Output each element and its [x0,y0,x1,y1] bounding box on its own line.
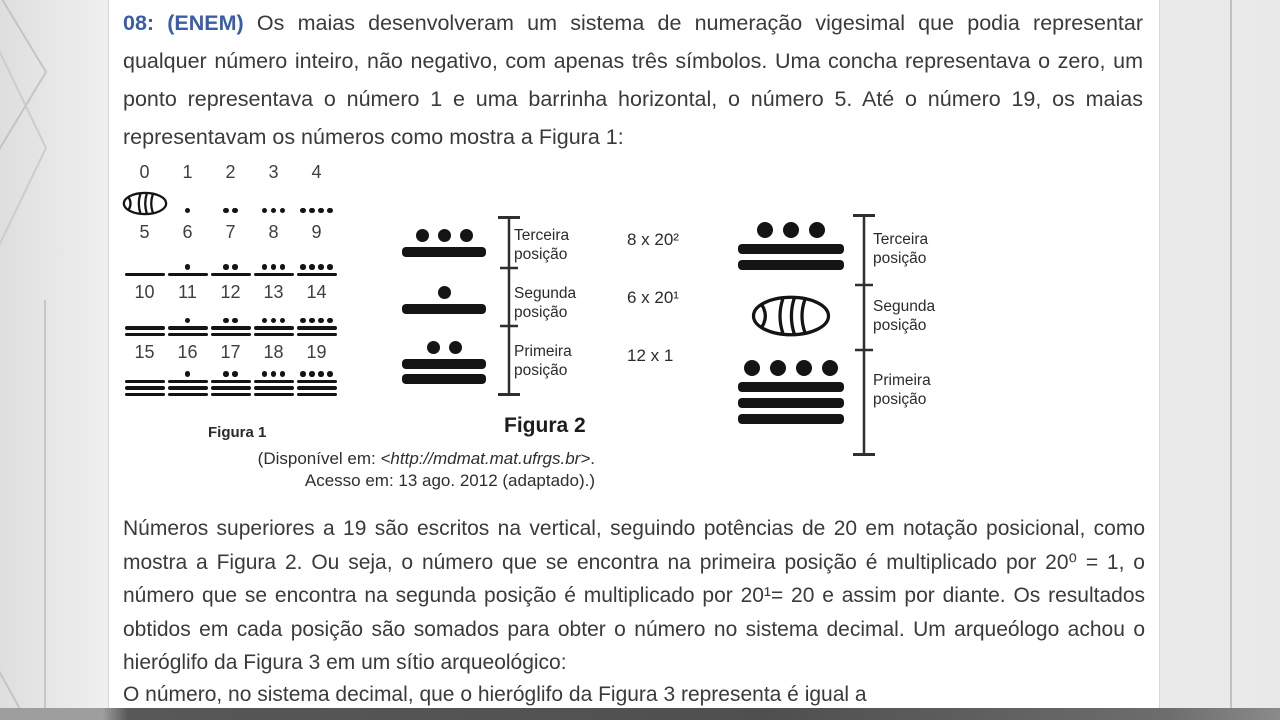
numeral-label: 17 [220,342,241,362]
bar-glyph [402,304,486,314]
figura2-label-terceira: Terceira posição [514,227,570,263]
bar-glyph [125,380,165,384]
mayan-numeral-glyph [254,371,294,396]
numeral-cell-16 [166,342,209,402]
dots-row [223,371,238,377]
dots-row [416,229,473,242]
dots-row [262,371,286,377]
bar-glyph [211,386,251,390]
bar-glyph [738,414,844,424]
dots-row [185,208,191,214]
bar-glyph [254,393,294,397]
mayan-numeral-glyph [297,318,337,337]
figura2-value-terceira: 8 x 20² [627,230,679,249]
mayan-numeral-glyph [254,318,294,337]
numeral-label: 8 [268,222,279,242]
bar-glyph [168,380,208,384]
numeral-label: 5 [139,222,150,242]
figura2-caption: Figura 2 [504,414,586,437]
numeral-cell-7 [209,222,252,282]
bar-glyph [297,273,337,277]
body-closing-line: O número, no sistema decimal, que o hieróglifo da Figura 3 representa é igual a [123,683,867,706]
bar-glyph [125,386,165,390]
mayan-numeral-glyph [297,371,337,396]
figura2-glyph-position-3 [344,229,544,257]
mayan-numeral-glyph [738,360,844,424]
figura2-glyph-position-1 [344,341,544,384]
dots-row [185,371,191,377]
mayan-numeral-glyph [211,264,251,276]
numeral-cell-19 [295,342,338,402]
bar-glyph [254,380,294,384]
numeral-cell-2 [209,162,252,222]
bar-glyph [297,393,337,397]
background-chevron-decoration-left [0,0,110,720]
numeral-label: 19 [306,342,327,362]
mayan-numeral-glyph [402,286,486,314]
numeral-cell-6 [166,222,209,282]
bar-glyph [738,382,844,392]
dots-row [744,360,838,376]
figura2-label-segunda: Segunda posição [514,285,577,321]
bar-glyph [211,393,251,397]
question-number: 08: (ENEM) [123,11,244,35]
source-citation [149,448,595,492]
numeral-label: 12 [220,282,241,302]
dots-row [223,208,238,214]
numeral-cell-17 [209,342,252,402]
bar-glyph [211,380,251,384]
bar-glyph [254,386,294,390]
dots-row [185,318,191,324]
numeral-label: 9 [311,222,322,242]
numeral-label: 13 [263,282,284,302]
bar-glyph [125,333,165,337]
figura3-label-segunda: Segunda posição [873,298,936,334]
numeral-cell-4 [295,162,338,222]
dots-row [223,318,238,324]
dots-row [300,318,333,324]
mayan-numeral-glyph [125,326,165,336]
bar-glyph [254,333,294,337]
numeral-label: 0 [139,162,150,182]
bar-glyph [738,244,844,254]
question-intro-paragraph [123,4,1143,156]
dots-row [757,222,825,238]
dots-row [223,264,238,270]
source-line2: Acesso em: 13 ago. 2012 (adaptado).) [304,471,595,490]
figura2-glyph-position-2 [344,286,544,314]
mayan-numeral-glyph [168,264,208,276]
figura2-label-primeira: Primeira posição [514,343,572,379]
figura1-numeral-grid [123,162,338,402]
bar-glyph [297,326,337,330]
mayan-numeral-glyph [300,208,333,214]
bar-glyph [254,326,294,330]
bar-glyph [125,273,165,277]
numeral-cell-12 [209,282,252,342]
mayan-numeral-glyph [211,371,251,396]
bar-glyph [168,393,208,397]
bar-glyph [402,374,486,384]
bar-glyph [211,333,251,337]
numeral-label: 1 [182,162,193,182]
bar-glyph [125,393,165,397]
numeral-cell-13 [252,282,295,342]
mayan-numeral-glyph [211,318,251,337]
numeral-cell-14 [295,282,338,342]
numeral-label: 7 [225,222,236,242]
figura3-label-primeira: Primeira posição [873,372,931,408]
numeral-cell-15 [123,342,166,402]
bar-glyph [168,326,208,330]
dots-row [262,318,286,324]
shell-icon [122,191,168,216]
numeral-cell-3 [252,162,295,222]
numeral-cell-11 [166,282,209,342]
numeral-cell-1 [166,162,209,222]
bar-glyph [254,273,294,277]
dots-row [262,264,286,270]
source-line1: (Disponível em: <http://mdmat.mat.ufrgs.br>. [257,449,595,468]
numeral-label: 15 [134,342,155,362]
numeral-label: 16 [177,342,198,362]
bar-glyph [738,260,844,270]
figura3-label-terceira: Terceira posição [873,231,929,267]
numeral-label: 11 [178,282,197,302]
dots-row [262,208,286,214]
numeral-label: 18 [263,342,284,362]
numeral-cell-8 [252,222,295,282]
numeral-label: 2 [225,162,236,182]
bar-glyph [168,273,208,277]
mayan-numeral-glyph [750,294,832,338]
question-intro-text: Os maias desenvolveram um sistema de numeração vigesimal que podia representar qualquer número inteiro, não negativo, com apenas três símbolos. Uma concha representava o zero, um ponto representava o número 1 e uma barrinha horizontal, o número 5. Até o número 19, os maias representavam os números como mostra a Figura 1: [123,11,1143,149]
numeral-cell-0 [123,162,166,222]
numeral-label: 3 [268,162,279,182]
source-url: <http://mdmat.mat.ufrgs.br> [380,449,591,468]
body-paragraph: Números superiores a 19 são escritos na vertical, seguindo potências de 20 em notação posicional, como mostra a Figura 2. Ou seja, o número que se encontra na primeira posição é multiplicado por 20⁰ = 1, o número que se encontra na segunda posição é multiplicado por 20¹= 20 e assim por diante. Os resultados obtidos em cada posição são somados para obter o número no sistema decimal. Um arqueólogo achou o hieróglifo da Figura 3 em um sítio arqueológico: [123,517,1145,674]
mayan-numeral-glyph [402,341,486,384]
figura2-value-segunda: 6 x 20¹ [627,288,679,307]
mayan-numeral-glyph [402,229,486,257]
bar-glyph [211,326,251,330]
bar-glyph [168,333,208,337]
bottom-edge-bar [0,708,1280,720]
background-line-decoration-right [1160,0,1280,720]
shell-icon [750,294,832,338]
numeral-cell-5 [123,222,166,282]
figura3-glyph-position-2 [691,294,891,338]
numeral-cell-10 [123,282,166,342]
bar-glyph [297,386,337,390]
numeral-cell-9 [295,222,338,282]
figura3-glyph-position-3 [691,222,891,270]
dots-row [300,264,333,270]
bar-glyph [125,326,165,330]
dots-row [438,286,451,299]
bar-glyph [402,359,486,369]
bar-glyph [168,386,208,390]
dots-row [300,371,333,377]
dots-row [427,341,462,354]
figura2-value-primeira: 12 x 1 [627,346,674,365]
mayan-numeral-glyph [168,371,208,396]
bar-glyph [297,380,337,384]
numeral-label: 10 [134,282,155,302]
dots-row [185,264,191,270]
mayan-numeral-glyph [185,208,191,214]
mayan-numeral-glyph [262,208,286,214]
numeral-label: 6 [182,222,193,242]
bar-glyph [402,247,486,257]
numeral-label: 4 [311,162,322,182]
dots-row [300,208,333,214]
mayan-numeral-glyph [122,191,168,216]
mayan-numeral-glyph [297,264,337,276]
numeral-label: 14 [306,282,327,302]
bar-glyph [738,398,844,408]
bar-glyph [297,333,337,337]
bar-glyph [211,273,251,277]
figura3-glyph-position-1 [691,360,891,424]
mayan-numeral-glyph [168,318,208,337]
mayan-numeral-glyph [125,380,165,397]
question-panel [108,0,1160,708]
mayan-numeral-glyph [125,273,165,277]
mayan-numeral-glyph [738,222,844,270]
numeral-cell-18 [252,342,295,402]
mayan-numeral-glyph [223,208,238,214]
mayan-numeral-glyph [254,264,294,276]
figura1-caption: Figura 1 [208,424,267,441]
